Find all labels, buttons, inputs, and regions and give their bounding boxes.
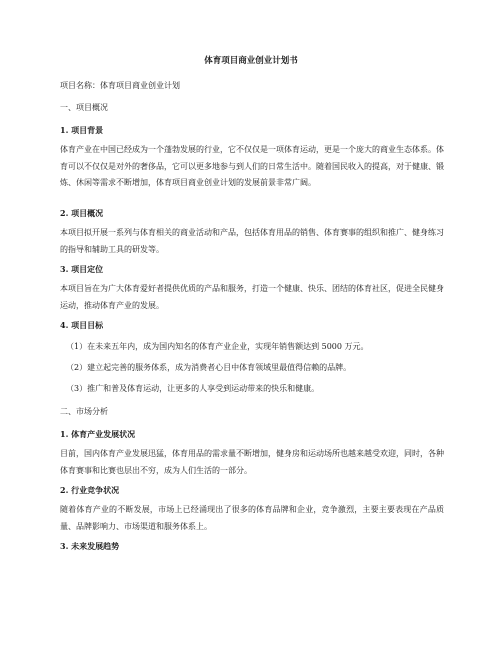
project-name: 项目名称：体育项目商业创业计划 [60, 81, 180, 90]
goal-item-3: （3）推广和普及体育运动，让更多的人享受到运动带来的快乐和健康。 [66, 384, 320, 393]
paragraph-background: 体育产业在中国已经成为一个蓬勃发展的行业，它不仅仅是一项体育运动，更是一个庞大的商业生态体系。体育可以不仅仅是对外的奢侈品，它可以更多地参与到人们的日常生活中。随着国民收入的提高，对于健康、锻炼、休闲等需求不断增加，体育项目商业创业计划的发展前景非常广阔。 [60, 145, 444, 187]
subheading-background: 1. 项目背景 [60, 125, 104, 135]
paragraph-positioning: 本项目旨在为广大体育爱好者提供优质的产品和服务，打造一个健康、快乐、团结的体育社区，促进全民健身运动，推动体育产业的发展。 [60, 284, 444, 310]
subheading-competition: 2. 行业竞争状况 [60, 485, 120, 495]
section-heading-market: 二、市场分析 [60, 407, 108, 416]
subheading-development: 1. 体育产业发展状况 [60, 429, 136, 439]
subheading-overview: 2. 项目概况 [60, 208, 104, 218]
section-heading-overview: 一、项目概况 [60, 103, 108, 112]
subheading-trend: 3. 未来发展趋势 [60, 541, 120, 551]
goal-item-1: （1）在未来五年内，成为国内知名的体育产业企业，实现年销售额达到 5000 万元。 [66, 342, 369, 351]
subheading-positioning: 3. 项目定位 [60, 264, 104, 274]
paragraph-overview: 本项目拟开展一系列与体育相关的商业活动和产品，包括体育用品的销售、体育赛事的组织和推广、健身练习的指导和辅助工具的研发等。 [60, 228, 444, 254]
paragraph-development: 目前，国内体育产业发展迅猛，体育用品的需求量不断增加，健身房和运动场所也越来越受欢迎，同时，各种体育赛事和比赛也层出不穷，成为人们生活的一部分。 [60, 449, 444, 475]
goal-item-2: （2）建立起完善的服务体系，成为消费者心目中体育领域里最值得信赖的品牌。 [66, 363, 352, 372]
document-title: 体育项目商业创业计划书 [204, 56, 298, 66]
paragraph-competition: 随着体育产业的不断发展，市场上已经涌现出了很多的体育品牌和企业，竞争激烈，主要主要表现在产品质量、品牌影响力、市场渠道和服务体系上。 [60, 505, 444, 531]
subheading-goals: 4. 项目目标 [60, 320, 104, 330]
